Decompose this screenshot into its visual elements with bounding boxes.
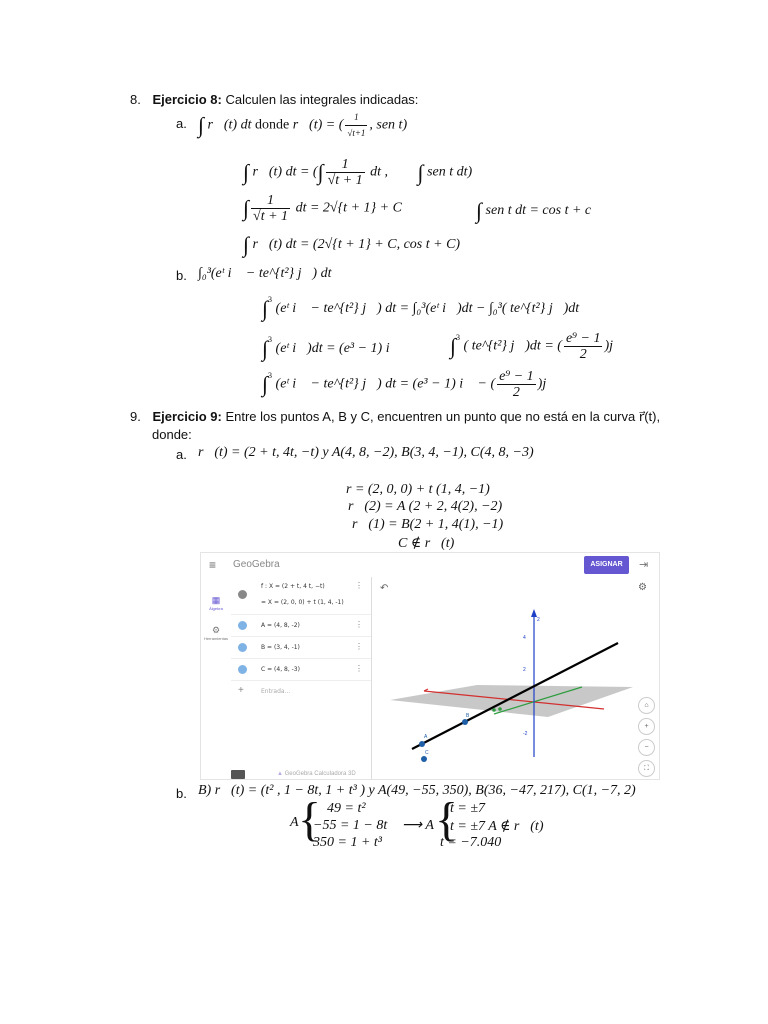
- exercise-9a-statement: r⃗(t) = (2 + t, 4t, −t) y A(4, 8, −2), B(3, 4, −1), C(4, 8, −3): [198, 445, 534, 460]
- visibility-toggle-A[interactable]: [238, 621, 247, 630]
- keyboard-icon[interactable]: [231, 770, 245, 779]
- algebra-row-B[interactable]: [231, 637, 371, 659]
- algebra-input-row[interactable]: [231, 681, 371, 703]
- plus-icon[interactable]: +: [238, 685, 244, 696]
- b-line2-left: (eᵗ i⃗)dt = (e³ − 1) i⃗: [275, 341, 401, 357]
- result-1: t = ±7: [450, 801, 486, 816]
- row-f-value: = X = (2, 0, 0) + t (1, 4, -1): [261, 599, 344, 606]
- settings-gear-icon[interactable]: ⚙: [638, 582, 647, 593]
- system-eq2: −55 = 1 − 8t: [313, 818, 388, 833]
- row-f-definition: f : X = (2 + t, 4 t, −t): [261, 583, 325, 590]
- point-C: [421, 756, 427, 762]
- exercise-8a-line2-right: ∫ sen t dt = cos t + c: [476, 198, 592, 223]
- row-A-definition: A = (4, 8, -2): [261, 622, 300, 629]
- visibility-toggle-B[interactable]: [238, 643, 247, 652]
- calculator-icon: ▦: [211, 595, 221, 605]
- hamburger-menu-icon[interactable]: ≡: [209, 558, 217, 572]
- b-line1: (eᵗ i⃗ − te^{t²} j⃗) dt = ∫₀³(eᵗ i⃗)dt − ∫₀³( te^{t²} j⃗)dt: [275, 301, 580, 317]
- line2-rhs: dt = 2√{t + 1} + C: [295, 200, 402, 216]
- exercise-8a-label: a.: [176, 116, 187, 131]
- exercise-8-header: [130, 92, 418, 107]
- b-line2-den: 2: [579, 347, 587, 362]
- point-B: [462, 719, 468, 725]
- b-line2-end: )j⃗: [604, 338, 624, 354]
- algebra-row-f[interactable]: [231, 577, 371, 615]
- line2-frac-num: 1: [251, 193, 290, 209]
- exercise-8a-line3: ∫ r⃗(t) dt = (2√{t + 1} + C, cos t + C): [243, 232, 461, 257]
- exercise-9a-sol2: r⃗(2) = A (2 + 2, 4(2), −2): [348, 499, 503, 514]
- z-tick-label: 2: [523, 667, 526, 673]
- row-B-more-icon[interactable]: ⋮: [355, 642, 363, 651]
- row-A-more-icon[interactable]: ⋮: [355, 620, 363, 629]
- point-C-label: C: [425, 750, 429, 756]
- sidebar-algebra-label: Álgebra: [209, 606, 223, 611]
- z-tick-label: -2: [523, 731, 528, 737]
- geogebra-toolbar: [201, 553, 659, 578]
- line1-mid: dt ,: [370, 164, 389, 180]
- row-C-more-icon[interactable]: ⋮: [355, 664, 363, 673]
- line3: r⃗(t) dt = (2√{t + 1} + C, cos t + C): [252, 237, 461, 253]
- exercise-8a-line1: ∫ r⃗(t) dt = (∫ $\frac{1}{√t + 1}$ dt , ∫ sen t dt): [243, 157, 473, 188]
- b-line3-end: )j⃗: [537, 376, 558, 392]
- r-frac-num: 1: [345, 110, 367, 126]
- exercise-9-title: Ejercicio 9:: [152, 409, 222, 424]
- z-tick-label: 4: [523, 635, 526, 641]
- b-line3: (eᵗ i⃗ − te^{t²} j⃗) dt = (e³ − 1) i⃗ − (: [275, 376, 496, 392]
- exercise-9a-sol1: r = (2, 0, 0) + t (1, 4, −1): [346, 482, 490, 497]
- row-C-definition: C = (4, 8, -3): [261, 666, 300, 673]
- exercise-9b-label: b.: [176, 786, 187, 801]
- algebra-row-C[interactable]: [231, 659, 371, 681]
- int-upper: 3: [268, 295, 273, 305]
- exercise-8b-line2: ∫$^3$ (eᵗ i⃗)dt = (e³ − 1) i⃗: [262, 335, 401, 361]
- visibility-toggle-C[interactable]: [238, 665, 247, 674]
- donde-word: donde: [254, 117, 290, 133]
- exercise-8b-statement: ∫₀³(eᵗ i⃗ − te^{t²} j⃗) dt: [198, 266, 332, 281]
- sidebar-tools-label: Herramientas: [203, 636, 228, 641]
- b-line3-den: 2: [512, 385, 520, 400]
- algebra-view: [231, 577, 372, 779]
- assign-button[interactable]: ASIGNAR: [584, 556, 629, 574]
- system-eq3: 350 = 1 + t³: [313, 835, 382, 850]
- row-f-more-icon[interactable]: ⋮: [355, 581, 363, 590]
- graphics-3d-view[interactable]: [372, 577, 659, 779]
- line1-lhs: r⃗(t) dt = (: [252, 164, 318, 180]
- exercise-8-title: Ejercicio 8:: [152, 92, 222, 107]
- geogebra-footer-text: GeoGebra Calculadora 3D: [284, 771, 356, 777]
- exercise-8b-line2-right: ∫$^3$ ( te^{t²} j⃗)dt = ( $\frac{\text{e⁹ − 1}}{2}$ )j⃗: [450, 331, 624, 362]
- b-line3-num: e⁹ − 1: [499, 369, 534, 384]
- exercise-9-instruction-2: donde:: [152, 427, 192, 442]
- point-A: [419, 741, 425, 747]
- b-line2-right: ( te^{t²} j⃗)dt = (: [463, 338, 562, 354]
- system-A-label: A: [290, 815, 299, 830]
- exercise-9a-sol4: C ∉ r⃗(t): [398, 536, 455, 551]
- system-eq1: 49 = t²: [327, 801, 366, 816]
- exercise-8a-line2: ∫ $\frac{1}{√t + 1}$ dt = 2√{t + 1} + C: [243, 193, 402, 224]
- tools-icon: ⚙: [211, 625, 221, 635]
- geogebra-sidebar: [201, 577, 232, 779]
- left-brace: {: [298, 793, 322, 846]
- exercise-9a-sol3: r⃗(1) = B(2 + 1, 4(1), −1): [352, 517, 504, 532]
- z-tick-label: 2: [537, 617, 540, 623]
- result-3: t = −7.040: [440, 835, 502, 850]
- fullscreen-icon[interactable]: ⛶: [638, 760, 655, 777]
- algebra-input[interactable]: Entrada...: [261, 688, 291, 695]
- right-brace: {: [435, 793, 459, 846]
- point-A-label: A: [424, 734, 428, 740]
- geogebra-footer: [277, 771, 356, 777]
- graphics-3d-canvas: [372, 577, 659, 779]
- exercise-9-header: [130, 409, 660, 425]
- z-axis-arrow: [531, 609, 537, 617]
- exercise-9-instruction: Entre los puntos A, B y C, encuentren un punto que no está en la curva r⃗(t),: [225, 409, 661, 424]
- row-B-definition: B = (3, 4, -1): [261, 644, 300, 651]
- sign-in-icon[interactable]: ⇥: [639, 559, 649, 571]
- b-line2-num: e⁹ − 1: [565, 331, 601, 346]
- sidebar-item-algebra[interactable]: [201, 595, 231, 611]
- result-2: t = ±7 A ∉ r⃗(t): [450, 819, 544, 834]
- point-B-label: B: [466, 713, 470, 719]
- r-frac-den: √t+1: [347, 128, 366, 138]
- home-icon[interactable]: ⌂: [638, 697, 655, 714]
- exercise-8a-statement: ∫ r⃗(t) dt donde r⃗(t) = ( $\frac{1}{√t+1}$ , sen t): [198, 110, 407, 141]
- visibility-toggle-f[interactable]: [238, 590, 247, 599]
- r-definition-end: , sen t): [369, 117, 408, 133]
- exercise-8-number: 8.: [130, 92, 141, 107]
- geogebra-logo-icon: ▲: [277, 771, 283, 777]
- line1-rhs: sen t dt): [427, 164, 473, 180]
- sidebar-item-tools[interactable]: [201, 625, 231, 641]
- line2-frac-den: √t + 1: [253, 209, 289, 224]
- zoom-in-icon[interactable]: +: [638, 718, 655, 735]
- exercise-9a-label: a.: [176, 447, 187, 462]
- exercise-9-number: 9.: [130, 409, 141, 424]
- exercise-8b-line1: ∫$^3$ (eᵗ i⃗ − te^{t²} j⃗) dt = ∫₀³(eᵗ i⃗)dt − ∫₀³( te^{t²} j⃗)dt: [262, 295, 580, 321]
- exercise-8-instruction: Calculen las integrales indicadas:: [225, 92, 419, 107]
- system-arrow: ⟶ A: [402, 818, 434, 833]
- algebra-row-A[interactable]: [231, 615, 371, 637]
- exercise-8b-line3: ∫$^3$ (eᵗ i⃗ − te^{t²} j⃗) dt = (e³ − 1) i⃗ − ( $\frac{\text{e⁹ − 1}}{2}$ )j⃗: [262, 369, 558, 400]
- line1-frac-num: 1: [326, 157, 365, 173]
- r-definition: r⃗(t) = (: [292, 117, 344, 133]
- line2-right: sen t dt = cos t + c: [485, 203, 592, 219]
- geogebra-app-title: GeoGebra: [233, 559, 280, 570]
- exercise-8b-label: b.: [176, 268, 187, 283]
- exercise-9b-statement: B) r⃗(t) = (t² , 1 − 8t, 1 + t³ ) y A(49, −55, 350), B(36, −47, 217), C(1, −7, 2): [198, 783, 636, 798]
- line1-frac-den: √t + 1: [327, 173, 363, 188]
- undo-icon: ↶: [380, 583, 389, 594]
- zoom-out-icon[interactable]: −: [638, 739, 655, 756]
- geogebra-window: [200, 552, 660, 780]
